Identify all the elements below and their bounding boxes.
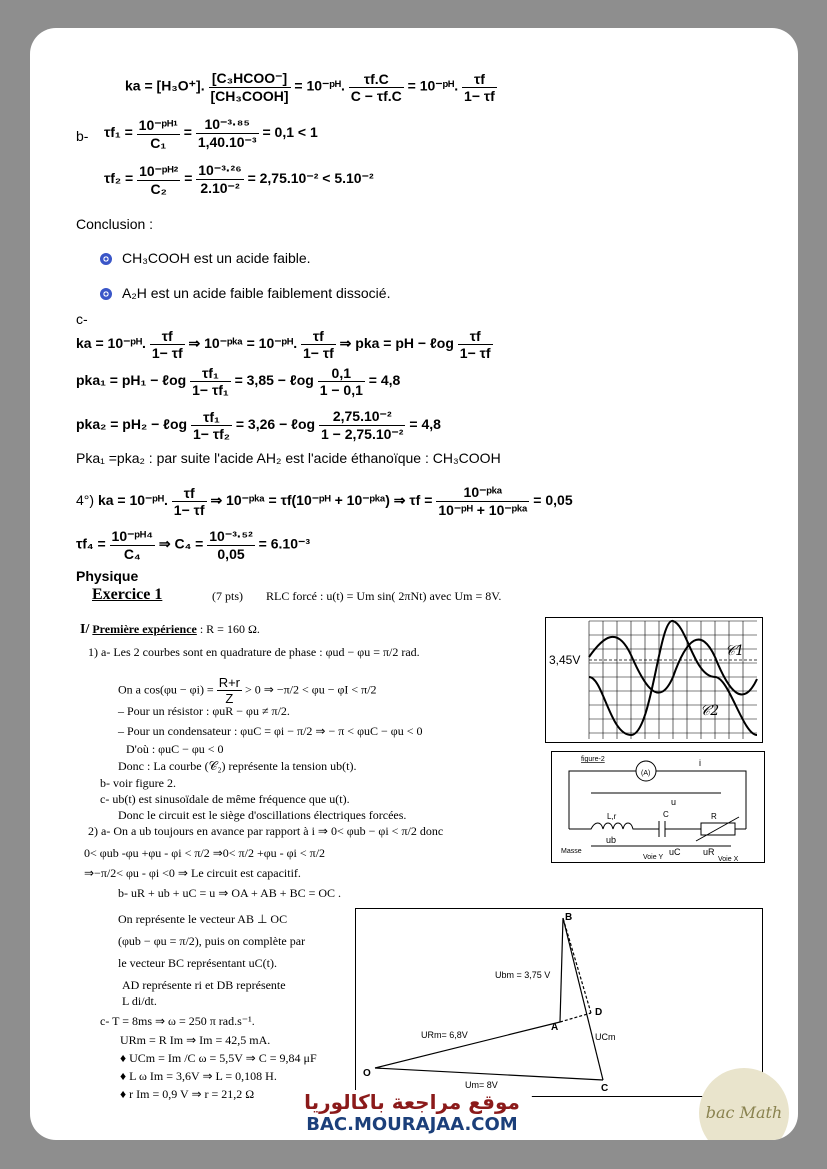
pka-l3n2: 2,75.10⁻²	[319, 408, 406, 426]
ka-frac2	[349, 71, 404, 104]
exercise-title: Exercice 1	[92, 586, 163, 603]
pka-l1-frac1	[150, 328, 185, 361]
ka-den3: 1− τf	[464, 87, 495, 104]
pka-l1d-3: 1− τf	[459, 345, 491, 361]
pka-l3-frac2	[319, 408, 406, 443]
pka-l3n: τf₁	[191, 409, 232, 426]
ka-den2: C − τf.C	[350, 87, 402, 104]
urm-label: URm= 6,8V	[421, 1030, 468, 1040]
phasor-figure	[355, 908, 763, 1098]
t2-d1: C₂	[150, 180, 167, 197]
pka-l1n-3: τf	[458, 328, 493, 345]
part4-a: ka = 10⁻ᵖᴴ.	[97, 492, 168, 509]
ka-mid2: = 10⁻ᵖᴴ.	[407, 77, 459, 94]
pka-line-3	[76, 408, 441, 443]
pka-l2-frac1	[190, 365, 231, 398]
pka-l3c: = 4,8	[409, 416, 441, 433]
tau2-line	[104, 162, 374, 197]
pka-l3b: = 3,26 − ℓog	[235, 416, 316, 433]
lr-label: L,r	[607, 812, 617, 821]
part4-ad: 1− τf	[173, 502, 205, 518]
physique-title: Physique	[76, 568, 139, 584]
part1-r: : R = 160 Ω.	[199, 622, 260, 636]
ka-num2: τf.C	[349, 71, 404, 88]
cos-den: Z	[225, 691, 234, 706]
t1-d1: C₁	[150, 134, 167, 151]
cos-rhs: > 0 ⇒ −π/2 < φu − φI < π/2	[245, 682, 377, 697]
masse-label: Masse	[561, 848, 582, 855]
part4-t4n2: 10⁻³·⁵²	[209, 528, 253, 544]
part4-frac4	[207, 528, 255, 562]
phys-line-7: b- voir figure 2.	[100, 776, 176, 790]
banner-arabic: موقع مراجعة باكالوريا	[304, 1090, 520, 1114]
t1-lhs: τf₁ =	[104, 124, 133, 141]
t2-n2: 10⁻³·²⁶	[198, 162, 242, 178]
t2-res: = 2,75.10⁻² < 5.10⁻²	[247, 170, 374, 187]
ka-num1: [C₃HCOO⁻]	[209, 70, 291, 88]
phys-line-17: AD représente ri et DB représente	[122, 978, 286, 992]
t2-n1: 10⁻ᵖᴴ²	[139, 162, 179, 179]
spiral-bullet-icon	[100, 288, 112, 300]
phys-line-5: D'où : φuC − φu < 0	[126, 742, 224, 756]
phys-line-10: 2) a- On a ub toujours en avance par rapport à i ⇒ 0< φub − φi < π/2 donc	[88, 824, 444, 838]
c1-label: 𝒞1	[725, 643, 745, 659]
r-label: R	[711, 812, 717, 821]
ub-label: ub	[606, 835, 617, 845]
t2-frac2	[196, 162, 243, 197]
pka-l3d2: 1 − 2,75.10⁻²	[320, 426, 404, 442]
part4-t4b: ⇒ C₄ =	[158, 535, 204, 552]
ka-formula	[125, 70, 497, 104]
phys-line-0: 1) a- Les 2 courbes sont en quadrature de phase : φud − φu = π/2 rad.	[88, 645, 420, 659]
ka-den1: [CH₃COOH]	[210, 88, 289, 104]
part1-heading	[80, 622, 260, 638]
part4-bn: 10⁻ᵖᵏᵃ	[436, 484, 529, 502]
part4-t4d: C₄	[123, 546, 141, 562]
pka-l2n: τf₁	[190, 365, 231, 382]
t2-lhs: τf₂ =	[104, 170, 134, 187]
phys-line-8: c- ub(t) est sinusoïdale de même fréquence que u(t).	[100, 792, 350, 806]
phys-line-6: Donc : La courbe (𝒞₂) représente la tension ub(t).	[118, 759, 357, 773]
phys-line-18: L di/dt.	[122, 994, 157, 1008]
phys-line-15: (φub − φu = π/2), puis on complète par	[118, 934, 306, 948]
pka-l2d: 1− τf₁	[192, 382, 229, 398]
t2-frac1	[137, 163, 180, 197]
pka-l2c: = 4,8	[368, 372, 401, 389]
pka-l1d-2: 1− τf	[302, 345, 334, 361]
pka-l1n-2: τf	[301, 328, 336, 345]
t1-frac1	[137, 117, 180, 151]
pka-l2b: = 3,85 − ℓog	[234, 372, 314, 389]
conclusion-item-2	[100, 285, 390, 301]
pka-l1d: 1− τf	[151, 345, 183, 361]
t1-d2: 1,40.10⁻³	[197, 134, 257, 150]
pka-l2-frac2	[318, 365, 365, 398]
phys-line-13: b- uR + ub + uC = u ⇒ OA + AB + BC = OC .	[118, 886, 342, 900]
phys-line-4: – Pour un condensateur : φuC = φi − π/2 ⇒ − π < φuC − φu < 0	[118, 724, 423, 738]
ka-lhs: ka = [H₃O⁺].	[125, 77, 205, 94]
part4-b: ⇒ 10⁻ᵖᵏᵃ = τf(10⁻ᵖᴴ + 10⁻ᵖᵏᵃ) ⇒ τf =	[210, 492, 433, 509]
figure2-title: figure-2	[581, 756, 605, 763]
current-label: i	[699, 758, 701, 768]
ka-num3: τf	[462, 71, 497, 88]
pka-l1c: ⇒ pka = pH − ℓog	[339, 335, 454, 352]
pka-l2n2: 0,1	[318, 365, 365, 382]
conclusion-text-1: CH₃COOH est un acide faible.	[122, 250, 311, 266]
part4-line-2	[76, 528, 310, 562]
t2-eq: =	[184, 170, 193, 187]
phys-line-20: URm = R Im ⇒ Im = 42,5 mA.	[120, 1033, 271, 1047]
pka-l1-frac2	[301, 328, 336, 361]
ubm-label: Ubm = 3,75 V	[495, 970, 551, 980]
phys-line-16: le vecteur BC représentant uC(t).	[118, 956, 277, 970]
ucm-label: UCm	[595, 1032, 616, 1042]
part4-frac3	[110, 528, 155, 562]
exercise-subject: RLC forcé : u(t) = Um sin( 2πNt) avec Um = 8V.	[266, 589, 502, 603]
part4-frac1	[172, 485, 207, 518]
part4-an: τf	[172, 485, 207, 502]
voie-x-label: Voie X	[718, 856, 739, 863]
phys-line-19: c- T = 8ms ⇒ ω = 250 π rad.s⁻¹.	[100, 1014, 255, 1028]
circuit-figure	[551, 751, 765, 863]
part4-bd: 10⁻ᵖᴴ + 10⁻ᵖᵏᵃ	[438, 502, 528, 518]
bac-math-logo: bac Math	[699, 1068, 789, 1140]
conclusion-text-2: A₂H est un acide faible faiblement dissocié.	[122, 285, 391, 301]
ka-frac3	[462, 71, 497, 104]
phys-line-12: ⇒−π/2< φu - φi <0 ⇒ Le circuit est capacitif.	[84, 866, 301, 880]
phys-line-22: ♦ L ω Im = 3,6V ⇒ L = 0,108 H.	[120, 1069, 277, 1083]
pka-l1b: ⇒ 10⁻ᵖᵏᵃ = 10⁻ᵖᴴ.	[188, 335, 298, 352]
cos-frac	[217, 675, 242, 706]
t1-n1: 10⁻ᵖᴴ¹	[138, 116, 178, 133]
pka-line-2	[76, 365, 400, 398]
pka-line-1	[76, 328, 493, 361]
part-b-label: b-	[76, 128, 89, 144]
tau1-line	[104, 116, 318, 151]
part-c-label: c-	[76, 311, 88, 327]
part4-label: 4°)	[76, 492, 95, 509]
conclusion-title: Conclusion :	[76, 216, 154, 232]
pka-l3a: pka₂ = pH₂ − ℓog	[76, 416, 188, 433]
pka-note: Pka₁ =pka₂ : par suite l'acide AH₂ est l'acide éthanoïque : CH₃COOH	[76, 450, 501, 466]
point-o: O	[363, 1068, 371, 1079]
t1-res: = 0,1 < 1	[262, 124, 318, 141]
t1-frac2	[196, 116, 259, 151]
ammeter-label: (A)	[641, 770, 651, 777]
t1-eq: =	[183, 124, 192, 141]
uc-label: uC	[669, 847, 681, 857]
figure3-frame	[356, 909, 763, 1097]
pka-l2d2: 1 − 0,1	[319, 382, 363, 398]
part4-c: = 0,05	[533, 492, 573, 509]
level-label: 3,45V	[549, 653, 581, 667]
t1-n2: 10⁻³·⁸⁵	[196, 116, 259, 134]
cos-lhs: On a cos(φu − φi) =	[118, 682, 214, 697]
ur-label: uR	[703, 847, 715, 857]
point-c: C	[601, 1083, 609, 1094]
part4-t4: τf₄ =	[76, 535, 106, 552]
c-label: C	[663, 810, 669, 819]
voie-y-label: Voie Y	[643, 854, 664, 861]
conclusion-item-1	[100, 250, 311, 266]
pka-l1-frac3	[458, 328, 493, 361]
pka-l2a: pka₁ = pH₁ − ℓog	[76, 372, 187, 389]
point-b: B	[565, 912, 573, 923]
c2-label: 𝒞2	[700, 703, 720, 719]
phys-line-23: ♦ r Im = 0,9 V ⇒ r = 21,2 Ω	[120, 1087, 255, 1101]
pka-l3d: 1− τf₂	[192, 426, 230, 442]
part4-frac2	[436, 484, 529, 519]
ka-frac1	[209, 70, 291, 104]
phys-line-14: On représente le vecteur AB ⊥ OC	[118, 912, 288, 926]
spiral-bullet-icon	[100, 253, 112, 265]
cos-num: R+r	[218, 675, 241, 690]
part1-title: Première expérience	[92, 622, 197, 636]
part1-roman: I/	[80, 622, 90, 637]
ka-mid: = 10⁻ᵖᴴ.	[294, 77, 345, 94]
point-d: D	[595, 1007, 603, 1018]
part4-t4d2: 0,05	[217, 546, 245, 562]
pka-l3-frac1	[191, 409, 232, 442]
phys-line-9: Donc le circuit est le siège d'oscillations électriques forcées.	[118, 808, 407, 822]
part4-line-1	[76, 484, 573, 519]
phys-line-11: 0< φub -φu +φu - φi < π/2 ⇒0< π/2 +φu - φi < π/2	[84, 846, 326, 860]
t2-d2: 2.10⁻²	[200, 180, 240, 196]
pka-l1n: τf	[150, 328, 185, 345]
phys-line-1	[118, 675, 377, 706]
part4-t4c: = 6.10⁻³	[258, 535, 311, 552]
um-label: Um= 8V	[465, 1080, 498, 1090]
phys-line-3: – Pour un résistor : φuR − φu ≠ π/2.	[118, 704, 290, 718]
document-page	[30, 28, 798, 1140]
exercise-points: (7 pts)	[212, 589, 243, 603]
banner-site[interactable]: BAC.MOURAJAA.COM	[306, 1114, 518, 1135]
phys-line-21: ♦ UCm = Im /C ω = 5,5V ⇒ C = 9,84 μF	[120, 1051, 317, 1065]
oscilloscope-figure	[545, 617, 763, 743]
part4-t4n: 10⁻ᵖᴴ⁴	[111, 528, 153, 544]
site-banner[interactable]	[292, 1090, 532, 1140]
u-label: u	[671, 797, 677, 807]
pka-l1a: ka = 10⁻ᵖᴴ.	[76, 335, 146, 352]
point-a: A	[551, 1022, 559, 1033]
